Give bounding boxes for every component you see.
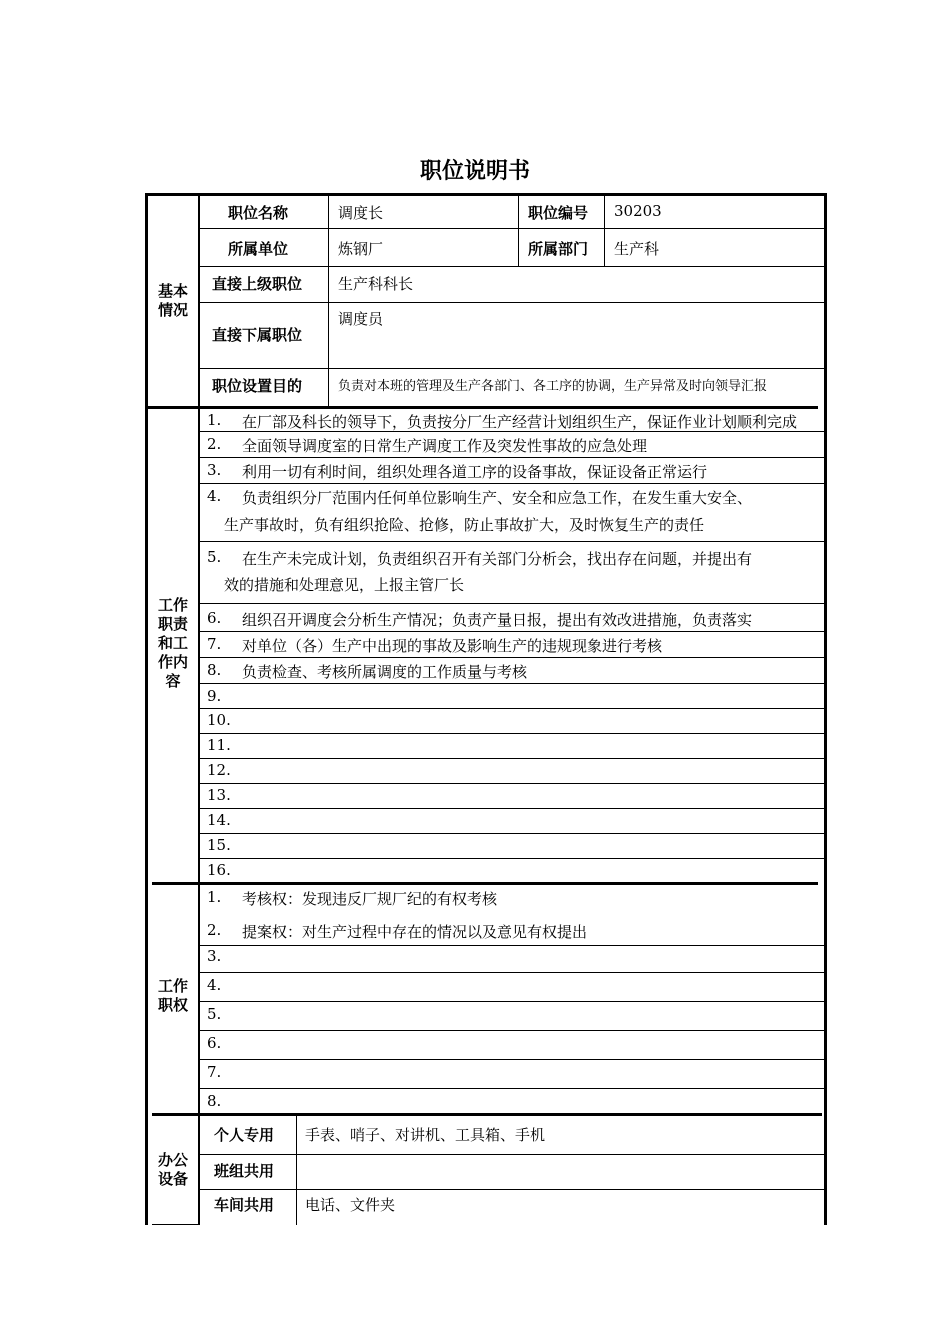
row-line bbox=[200, 302, 824, 303]
duty-number: 6. bbox=[207, 609, 222, 627]
row-line bbox=[200, 657, 824, 658]
purpose-value: 负责对本班的管理及生产各部门、各工序的协调，生产异常及时向领导汇报 bbox=[338, 379, 768, 394]
authority-number: 2. bbox=[207, 921, 222, 939]
row-line bbox=[200, 228, 824, 229]
section-bottom-line bbox=[152, 1224, 198, 1225]
row-line bbox=[200, 483, 824, 484]
col-line bbox=[604, 196, 605, 266]
duty-text: 全面领导调度室的日常生产调度工作及突发性事故的应急处理 bbox=[242, 437, 648, 455]
section-divider bbox=[148, 406, 818, 409]
row-line bbox=[200, 758, 824, 759]
authority-text: 提案权：对生产过程中存在的情况以及意见有权提出 bbox=[242, 923, 588, 941]
col-line bbox=[328, 196, 329, 406]
position-no-value: 30203 bbox=[614, 202, 662, 220]
duty-text-continued: 生产事故时，负有组织抢险、抢修，防止事故扩大，及时恢复生产的责任 bbox=[224, 516, 705, 534]
duty-number: 12. bbox=[207, 761, 231, 779]
equipment-team-label: 班组共用 bbox=[214, 1162, 275, 1180]
duty-number: 3. bbox=[207, 461, 222, 479]
row-line bbox=[200, 683, 824, 684]
authority-number: 3. bbox=[207, 947, 222, 965]
equipment-personal-label: 个人专用 bbox=[214, 1126, 275, 1144]
unit-value: 炼钢厂 bbox=[338, 240, 384, 258]
col-line bbox=[518, 196, 519, 266]
dept-label: 所属部门 bbox=[528, 240, 589, 258]
row-line bbox=[200, 457, 824, 458]
duty-number: 2. bbox=[207, 435, 222, 453]
row-line bbox=[200, 858, 824, 859]
duty-number: 4. bbox=[207, 487, 222, 505]
duty-number: 8. bbox=[207, 661, 222, 679]
duty-number: 15. bbox=[207, 836, 231, 854]
row-line bbox=[200, 541, 824, 542]
row-line bbox=[200, 1189, 824, 1190]
row-line bbox=[200, 1059, 824, 1060]
row-line bbox=[200, 972, 824, 973]
duty-number: 11. bbox=[207, 736, 231, 754]
section-divider bbox=[152, 882, 818, 885]
authority-number: 4. bbox=[207, 976, 222, 994]
section-duties-label: 工作 职责 和工 作内 容 bbox=[157, 596, 188, 690]
row-line bbox=[200, 1030, 824, 1031]
duty-number: 13. bbox=[207, 786, 231, 804]
equipment-workshop-label: 车间共用 bbox=[214, 1196, 275, 1214]
duty-text: 负责组织分厂范围内任何单位影响生产、安全和应急工作，在发生重大安全、 bbox=[242, 489, 753, 507]
position-name-label: 职位名称 bbox=[228, 204, 289, 222]
duty-number: 7. bbox=[207, 635, 222, 653]
duty-text: 利用一切有利时间，组织处理各道工序的设备事故，保证设备正常运行 bbox=[242, 463, 708, 481]
section-equipment-label: 办公 设备 bbox=[157, 1151, 188, 1188]
position-no-label: 职位编号 bbox=[528, 204, 589, 222]
duty-text: 对单位（各）生产中出现的事故及影响生产的违规现象进行考核 bbox=[242, 637, 663, 655]
duty-number: 16. bbox=[207, 861, 231, 879]
duty-text: 在厂部及科长的领导下，负责按分厂生产经营计划组织生产，保证作业计划顺利完成 bbox=[242, 413, 798, 431]
duty-number: 5. bbox=[207, 548, 222, 566]
page-title: 职位说明书 bbox=[419, 159, 530, 184]
row-line bbox=[200, 733, 824, 734]
superior-value: 生产科科长 bbox=[338, 275, 414, 293]
row-line bbox=[200, 808, 824, 809]
label-column-border bbox=[198, 196, 200, 1225]
row-line bbox=[200, 368, 824, 369]
unit-label: 所属单位 bbox=[228, 240, 289, 258]
row-line bbox=[200, 1154, 824, 1155]
duty-number: 1. bbox=[207, 411, 222, 429]
duty-text: 负责检查、考核所属调度的工作质量与考核 bbox=[242, 663, 528, 681]
section-authority-label: 工作 职权 bbox=[157, 977, 188, 1014]
subordinate-label: 直接下属职位 bbox=[212, 326, 303, 344]
authority-text: 考核权：发现违反厂规厂纪的有权考核 bbox=[242, 890, 498, 908]
section-basic-label: 基本 情况 bbox=[157, 282, 188, 319]
row-line bbox=[200, 631, 824, 632]
position-name-value: 调度长 bbox=[338, 204, 384, 222]
duty-text: 在生产未完成计划，负责组织召开有关部门分析会，找出存在问题，并提出有 bbox=[242, 550, 753, 568]
subordinate-value: 调度员 bbox=[338, 310, 384, 328]
authority-number: 7. bbox=[207, 1063, 222, 1081]
row-line bbox=[200, 783, 824, 784]
job-description-table bbox=[145, 193, 827, 1225]
authority-number: 6. bbox=[207, 1034, 222, 1052]
equipment-workshop-value: 电话、文件夹 bbox=[305, 1196, 396, 1214]
duty-number: 9. bbox=[207, 687, 222, 705]
row-line bbox=[200, 1088, 824, 1089]
purpose-label: 职位设置目的 bbox=[212, 377, 303, 395]
authority-number: 5. bbox=[207, 1005, 222, 1023]
duty-number: 10. bbox=[207, 711, 231, 729]
duty-number: 14. bbox=[207, 811, 231, 829]
col-line bbox=[296, 1116, 297, 1225]
row-line bbox=[200, 945, 824, 946]
row-line bbox=[200, 708, 824, 709]
section-divider bbox=[152, 1113, 822, 1116]
equipment-personal-value: 手表、哨子、对讲机、工具箱、手机 bbox=[305, 1126, 546, 1144]
authority-number: 1. bbox=[207, 888, 222, 906]
duty-text-continued: 效的措施和处理意见，上报主管厂长 bbox=[224, 576, 465, 594]
row-line bbox=[200, 833, 824, 834]
row-line bbox=[200, 603, 824, 604]
row-line bbox=[200, 266, 824, 267]
authority-number: 8. bbox=[207, 1092, 222, 1110]
duty-text: 组织召开调度会分析生产情况；负责产量日报，提出有效改进措施，负责落实 bbox=[242, 611, 753, 629]
superior-label: 直接上级职位 bbox=[212, 275, 303, 293]
dept-value: 生产科 bbox=[614, 240, 660, 258]
row-line bbox=[200, 1001, 824, 1002]
